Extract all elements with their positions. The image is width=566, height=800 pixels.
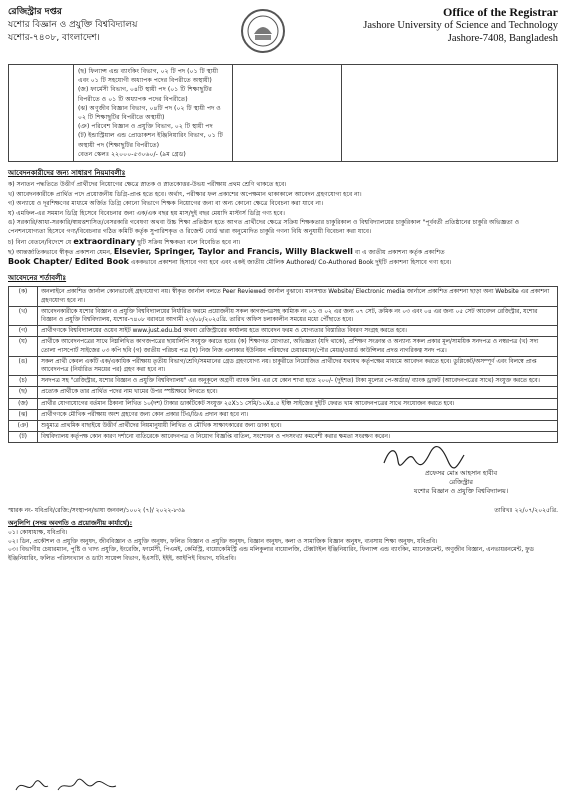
memo-line bbox=[8, 505, 558, 516]
rule-item-tail: ছুটি সক্রিয় শিক্ষকতা বলে বিবেচিত হবে না। bbox=[137, 238, 241, 246]
address-en: Jashore-7408, Bangladesh bbox=[447, 33, 558, 44]
university-name-en: Jashore University of Science and Technology bbox=[363, 20, 558, 31]
signatory-org: যশোর বিজ্ঞান ও প্রযুক্তি বিশ্ববিদ্যালয়। bbox=[413, 487, 509, 496]
university-seal-icon bbox=[240, 8, 286, 54]
memo-number: স্মারক নং- যবিপ্রবি/রেজি:/সংস্থাপন/ভাষা জনবল/১০০২ (৭)/ ২০২২-৮৩৯ bbox=[8, 507, 186, 515]
table-row bbox=[9, 306, 558, 325]
rule-item-text: চ) বিনা বেতনে/বিদেশে যে bbox=[8, 238, 72, 246]
general-rules-title: আবেদনকারীদের জন্য সাধারণ নিয়মাবলীঃ bbox=[8, 169, 126, 178]
copies-title: অনুলিপি (সদয় অবগতি ও প্রয়োজনীয় কার্যার্থে): bbox=[8, 519, 133, 528]
condition-text: প্রার্থীকে আবেদনপত্রের সাথে নিম্নলিখিত কাগজপত্রের ছায়ালিপি সংযুক্ত করতে হবেঃ (ক) শিক্ষাগত যোগ্যতা, অভিজ্ঞতা (যদি থাকে), প্রশিক্ষণ সংক্রান্ত ও অন্যান্য সকল প্রকার মূল/সাময়িক সনদপত্র ও নম্বরপত্র (খ) সদ্য তোলা পাসপোর্ট সাইজের ০৩ কপি ছবি (গ) জাতীয় পরিচয় পত্র (ঘ) নিজ নিজ এলাকার ইউনিয়ন পরিষদের চেয়ারম্যান/পৌর মেয়র/ওয়ার্ড কাউন্সিলর প্রদত্ত নাগরিকত্ব সনদ পত্র। bbox=[38, 337, 558, 356]
post-item: (ছ) ফিন্যান্স এন্ড ব্যাংকিং বিভাগ, ০২ টি পদ (০১ টি স্থায়ী এবং ০১ টি সহযোগী অধ্যাপক পদের বিপরীতে অস্থায়ী) bbox=[78, 68, 218, 85]
letterhead-bengali bbox=[8, 6, 208, 45]
table-row bbox=[9, 432, 558, 443]
rule-item-leave bbox=[8, 238, 558, 248]
copies-list bbox=[8, 529, 558, 563]
rule-item: ঙ) সরকারি/আধা-সরকারি/স্বায়ত্তশাসিত/বেসরকারি গবেষণা অথবা উচ্চ শিক্ষা প্রতিষ্ঠান হতে আগত প্রার্থীদের ক্ষেত্রে সক্রিয় শিক্ষকতার চাকুরিকাল ও বিশ্ববিদ্যালয়ের চাকুরিকাল "পূর্ববর্তী প্রতিষ্ঠানের চাকুরি অভিজ্ঞতা ও পেনশনযোগ্যতা হিসেবে গণ্য/বিবেচনার গঠিত কমিটি কর্তৃক সুপারিশকৃত ও রিজেন্ট বোর্ড দ্বারা অনুমোদিত চাকুরি গণনা বিধি অনুযায়ী বিবেচনা করা যাবে। bbox=[8, 219, 520, 235]
posts-table-department-cell bbox=[74, 65, 233, 162]
posts-table bbox=[8, 64, 558, 162]
signature-block bbox=[8, 443, 558, 503]
condition-text: প্রত্যেক প্রার্থীকে তার প্রার্থিত পদের নাম খামের উপর স্পষ্টাক্ষরে লিখতে হবে। bbox=[38, 387, 558, 398]
table-row bbox=[9, 421, 558, 432]
rule-item: খ) আবেদনকারীকে প্রার্থিত পদে প্রয়োজনীয় ডিগ্রি-প্রাপ্ত হতে হবে। অর্থাৎ, পরীক্ষার ফল প্রকাশের অপেক্ষমান থাকাকালে আবেদন গ্রহণযোগ্য হবে না। bbox=[8, 190, 362, 198]
posts-table-blank-cell bbox=[9, 65, 74, 162]
condition-number: (খ) bbox=[9, 306, 38, 325]
table-row bbox=[9, 376, 558, 387]
condition-text: প্রার্থীগণকে মৌখিক পরীক্ষায় অংশ গ্রহণের জন্য কোন প্রকার টিএ/ডিএ প্রদান করা হবে না। bbox=[38, 409, 558, 420]
copy-item: ০২। ডিন, প্রকৌশল ও প্রযুক্তি অনুষদ, জীববিজ্ঞান ও প্রযুক্তি অনুষদ, ফলিত বিজ্ঞান ও প্রযুক্তি অনুষদ, বিজ্ঞান অনুষদ, কলা ও সামাজিক বিজ্ঞান অনুষদ, ব্যবসায় শিক্ষা অনুষদ, যবিপ্রবি। bbox=[8, 537, 438, 545]
condition-text: সনদপত্র সহ "রেজিস্ট্রার, যশোর বিজ্ঞান ও প্রযুক্তি বিশ্ববিদ্যালয়" এর অনুকূলে অগ্রণী ব্যাংক লিঃ এর যে কোন শাখা হতে ২০০/- (দুইশত) টাকা মূল্যের পে-অর্ডার/ ব্যাংক ড্রাফট (আবেদনপত্রের সাথে) সংযুক্ত করতে হবে। bbox=[38, 376, 558, 387]
condition-text: প্রার্থীগণকে বিশ্ববিদ্যালয়ের ওয়েব সাইট www.just.edu.bd অথবা রেজিস্ট্রারের কার্যালয় হতে আবেদন ফরম ও যোগ্যতার বিস্তারিত বিবরণ সংগ্রহ করতে হবে। bbox=[38, 326, 558, 337]
pay-scale: বেতন স্কেলঃ ২২০০০-৫৩০৬০/- (৯ম গ্রেড) bbox=[78, 150, 186, 158]
copy-item: ০১। কোষাধ্যক্ষ, যবিপ্রবি। bbox=[8, 529, 68, 537]
copy-item: ০৩। বিভাগীয় চেয়ারম্যান, পুষ্টি ও খাদ্য প্রযুক্তি, ইংরেজি, ফার্মেসী, পিএমই, কেমিস্ট্রি, বায়োকেমিস্ট্রি এন্ড মলিকুলার বায়োলজি, টেক্সটাইল ইঞ্জিনিয়ারিং, ফিন্যান্স এন্ড ব্যাংকিং, ম্যানেজমেন্ট, অণুজীব বিজ্ঞান, এনভায়রনমেন্ট, ফুড ইঞ্জিনিয়ারিং, ফলিত পরিসংখ্যান ও ডাটা সায়েন্স বিভাগ, ইএসটি, ইইই, আইপিই বিভাগ, যবিপ্রবি। bbox=[8, 546, 534, 562]
condition-text: শুধুমাত্র প্রাথমিক বাছাইয়ে উত্তীর্ণ প্রার্থীদের নিয়মানুযায়ী লিখিত ও মৌখিক সাক্ষাৎকারের জন্য ডাকা হবে। bbox=[38, 421, 558, 432]
condition-number: (ক) bbox=[9, 287, 38, 306]
posts-table-blank-cell bbox=[342, 65, 558, 162]
rule-item-publication bbox=[8, 248, 558, 267]
condition-text: বিশ্ববিদ্যালয় কর্তৃপক্ষ কোন কারণ দর্শানো ব্যতিরেকে আবেদনপত্র ও নিয়োগ বিজ্ঞপ্তি বাতিল, সংশোধন ও পদসংখ্যা কমবেশী করার ক্ষমতা সংরক্ষণ করেন। bbox=[38, 432, 558, 443]
conditions-title: আবেদনের শর্তাবলীঃ bbox=[8, 274, 67, 283]
condition-number: (ঝ) bbox=[9, 409, 38, 420]
initials-signature-icon bbox=[12, 776, 122, 796]
post-item: (ঞ) পরিবেশ বিজ্ঞান ও প্রযুক্তি বিভাগ, ০২ টি স্থায়ী পদ bbox=[78, 123, 213, 131]
extraordinary-text: extraordinary bbox=[73, 236, 136, 246]
condition-text: প্রার্থীর যোগাযোগের বর্তমান ঠিকানা লিখিত ১০(দশ) টাকার ডাকটিকেট সংযুক্ত ২৫X১১ সেমি/১০X৪.৫ ইঞ্চি সাইজের দুইটি ফেরত খাম আবেদনপত্রের সাথে সংযোজন করতে হবে। bbox=[38, 398, 558, 409]
condition-number: (ঞ) bbox=[9, 421, 38, 432]
table-row bbox=[9, 287, 558, 306]
rule-item-tail: এককভাবে প্রকাশনা হিসাবে গণ্য হবে এবং একই জাতীয় মৌলিক Authored/ Co-Authored Book দুইটি প্রকাশনা হিসাবে গণ্য হবে। bbox=[130, 258, 452, 266]
publishers-text: Elsevier, Springer, Taylor and Francis, Willy Blackwell bbox=[113, 247, 353, 257]
post-item: (জ) ফার্মেসী বিভাগ, ০৪টি স্থায়ী পদ (০১ টি শিক্ষাছুটির বিপরীতে ও ০১ টি অধ্যাপক পদের বিপরীতে) bbox=[78, 86, 212, 103]
university-name-bn: যশোর বিজ্ঞান ও প্রযুক্তি বিশ্ববিদ্যালয় bbox=[8, 20, 138, 30]
condition-text: সকল প্রার্থী কেবল একটি এক/একাধিক পরীক্ষায় তৃতীয় বিভাগ/শ্রেণি/সমমানের গ্রেড গ্রহণযোগ্য নয়। চাকুরীতে নিয়োজিত প্রার্থীদের যথাযথ কর্তৃপক্ষের মাধ্যমে আবেদন করতে হবে। ডুপ্লিকেট/অসম্পূর্ণ এবং বিলম্বে প্রাপ্ত আবেদনপত্র (নির্ধারিত সময়ের পর) গ্রহণ করা হবে না। bbox=[38, 356, 558, 375]
letterhead bbox=[8, 6, 558, 64]
table-row bbox=[9, 409, 558, 420]
rule-item: ঘ) এমফিল-এর সমমান ডিগ্রি হিসেবে বিবেচনার জন্য এক/এক বছর হয় মাস/দুই বছর মেয়াদি মাস্টার্স ডিগ্রি গণ্য হবে। bbox=[8, 209, 285, 217]
condition-text: অনলাইনে প্রকাশিত জার্নাল কোনভাবেই গ্রহণযোগ্য নয়। স্বীকৃত জার্নাল বলতে Peer Reviewed জার্নাল বুঝাবে। মানসম্মত Website/ Electronic media জার্নালে প্রকাশিত প্রকাশনা ছাড়া অন্য Website এর প্রকাশনা গ্রহণযোগ্য হবে না। bbox=[38, 287, 558, 306]
table-row bbox=[9, 337, 558, 356]
office-title-bn: রেজিস্ট্রার দপ্তর bbox=[8, 7, 62, 17]
table-row bbox=[9, 398, 558, 409]
condition-number: (গ) bbox=[9, 326, 38, 337]
condition-number: (ছ) bbox=[9, 387, 38, 398]
general-rules-list bbox=[8, 181, 558, 267]
condition-number: (চ) bbox=[9, 376, 38, 387]
post-item: (ঝ) অণুজীব বিজ্ঞান বিভাগ, ০৪টি পদ (০২ টি স্থায়ী পদ ও ০২ টি শিক্ষাছুটির বিপরীতে অস্থায়ী) bbox=[78, 104, 221, 122]
rule-item-text: ছ) আন্তর্জাতিকভাবে স্বীকৃত প্রকাশনা যেমন, bbox=[8, 249, 112, 257]
signatory-role: রেজিস্ট্রার bbox=[449, 478, 473, 487]
signatory-name: প্রফেসর মোঃ আহসান হাবীব bbox=[424, 469, 498, 478]
rule-item: ক) সনাতন পদ্ধতিতে উত্তীর্ণ প্রার্থীদের নিয়োগের ক্ষেত্রে স্নাতক ও স্নাতকোত্তর-উভয় পরীক্ষায় প্রথম শ্রেণি থাকতে হবে। bbox=[8, 181, 287, 189]
condition-number: (ঙ) bbox=[9, 356, 38, 375]
signatory bbox=[376, 469, 546, 496]
table-row bbox=[9, 326, 558, 337]
table-row bbox=[9, 356, 558, 375]
condition-number: (ঘ) bbox=[9, 337, 38, 356]
rule-item-tail: বা এ জাতীয় প্রকাশনা কর্তৃক প্রকাশিত bbox=[354, 249, 445, 257]
posts-table-blank-cell bbox=[233, 65, 342, 162]
registrar-signature-icon bbox=[378, 443, 468, 471]
book-chapter-text: Book Chapter/ Edited Book bbox=[8, 256, 129, 266]
condition-number: (ট) bbox=[9, 432, 38, 443]
condition-text: আবেদনকারীকে যশোর বিজ্ঞান ও প্রযুক্তি বিশ্ববিদ্যালয়ের নির্ধারিত ফরমে প্রয়োজনীয় সকল কাগজপত্রসহ কাম্যিক নং ০১ ও ০২ এর জন্য ০৭ সেট, ক্রমিক নং ০৩ এবং ০৪ এর জন্য ০৫ সেট আবেদন রেজিস্ট্রার, যশোর বিজ্ঞান ও প্রযুক্তি বিশ্ববিদ্যালয়, যশোর-৭৪০৮ বরাবরে আগামী ২৩/০৮/২০২৫খ্রি. তারিখ অফিস চলাকালীন সময়ের মধ্যে পৌঁছাতে হবে। bbox=[38, 306, 558, 325]
condition-number: (জ) bbox=[9, 398, 38, 409]
office-title-en: Office of the Registrar bbox=[443, 5, 558, 19]
post-item: (ট) ইন্ডাস্ট্রিয়াল এন্ড প্রোডাকশন ইঞ্জিনিয়ারিং বিভাগ, ০১ টি অস্থায়ী পদ (শিক্ষাছুটির বিপরীতে) bbox=[78, 132, 223, 149]
letterhead-english bbox=[318, 6, 558, 45]
table-row bbox=[9, 387, 558, 398]
address-bn: যশোর-৭৪০৮, বাংলাদেশ। bbox=[8, 33, 100, 43]
rule-item: গ) অন্যায়ে ও দূরশিক্ষণের মাধ্যমে অর্জিত ডিগ্রি কোনো বিভাগে শিক্ষক নিয়োগের জন্য বা অন্য কোনো ক্ষেত্রে বিবেচনা করা যাবে না। bbox=[8, 200, 324, 208]
conditions-table bbox=[8, 286, 558, 443]
memo-date: তারিখঃ ২২/০৭/২০২৫খ্রি. bbox=[494, 507, 558, 515]
